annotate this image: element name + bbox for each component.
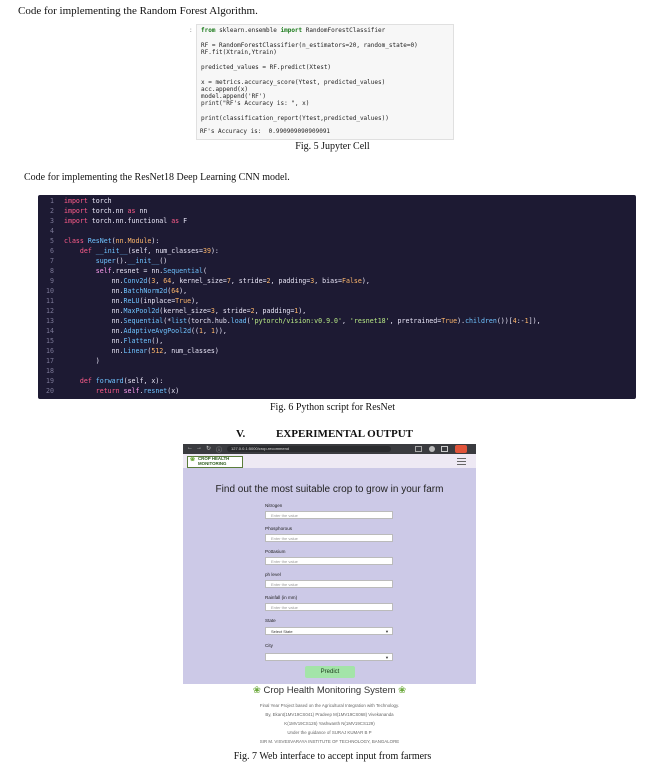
section-number: V. [236, 428, 246, 440]
code-line: print(classification_report(Ytest,predicted_values)) [201, 115, 389, 122]
predict-button[interactable]: Predict [305, 666, 355, 678]
code-row: 6 def __init__(self, num_classes=39): [50, 247, 219, 255]
leaf-icon: ❀ [398, 685, 407, 696]
code-editor [38, 195, 636, 399]
leaf-icon: ❀ [190, 457, 196, 463]
city-label: City [265, 643, 273, 648]
code-row: 2 import torch.nn as nn [50, 207, 148, 215]
code-row: 19 def forward(self, x): [46, 377, 164, 385]
tab-icon[interactable] [441, 446, 448, 452]
jupyter-cell [189, 24, 454, 140]
footer-line: Under the guidance of SURAJ KUMAR B P [287, 730, 372, 735]
code-row: 14 nn.AdaptiveAvgPool2d((1, 1)), [46, 327, 227, 335]
reload-icon[interactable]: ↻ [206, 446, 212, 452]
address-bar[interactable]: 127.0.0.1:5000/crop-recommend [227, 446, 391, 452]
resnet-intro-text: Code for implementing the ResNet18 Deep Learning CNN model. [24, 172, 290, 183]
profile-icon[interactable] [429, 446, 435, 452]
code-row: 20 return self.resnet(x) [46, 387, 180, 395]
code-row: 13 nn.Sequential(*list(torch.hub.load('pytorch/vision:v0.9.0', 'resnet18', pretrained=True).children())[4:-1]), [46, 317, 541, 325]
menu-icon[interactable] [455, 445, 467, 453]
form-title: Find out the most suitable crop to grow in your farm [215, 484, 444, 495]
code-line: from sklearn.ensemble import RandomForestClassifier [201, 27, 386, 34]
footer-line: SIR M. VISVESVARAYA INSTITUTE OF TECHNOLOGY, BANGALORE [259, 739, 400, 744]
ph-level-input[interactable]: Enter the value [265, 580, 393, 588]
extension-icon[interactable] [415, 446, 422, 452]
code-row: 1 import torch [50, 197, 112, 205]
forward-arrow-icon[interactable]: → [196, 445, 202, 451]
web-interface-screenshot [183, 444, 476, 750]
site-logo[interactable]: ❀ CROP HEALTH MONITORING [187, 456, 243, 468]
form-area [183, 468, 476, 684]
cell-prompt: : [189, 27, 193, 34]
state-label: State [265, 618, 276, 623]
back-arrow-icon[interactable]: ← [187, 445, 193, 451]
code-row: 17 ) [46, 357, 100, 365]
rainfall-input[interactable]: Enter the value [265, 603, 393, 611]
nitrogen-label: Nitrogen [265, 503, 283, 508]
state-select[interactable] [265, 627, 393, 635]
fig6-caption: Fig. 6 Python script for ResNet [270, 402, 395, 413]
nitrogen-input[interactable]: Enter the value [265, 511, 393, 519]
phosphorous-input[interactable]: Enter the value [265, 534, 393, 542]
code-row: 10 nn.BatchNorm2d(64), [46, 287, 188, 295]
code-row: 11 nn.ReLU(inplace=True), [46, 297, 200, 305]
cell-output: RF's Accuracy is: 0.990909090909091 [200, 128, 331, 135]
chevron-down-icon: ▼ [385, 629, 389, 634]
potassium-label: Pottasium [265, 549, 286, 554]
fig5-caption: Fig. 5 Jupyter Cell [295, 141, 370, 152]
footer-line: By, Ekant(1MV19CS041) Pradeep M(1MV19CS068) Vivekananda [265, 712, 394, 717]
leaf-icon: ❀ [252, 685, 261, 696]
rf-intro-text: Code for implementing the Random Forest Algorithm. [18, 5, 258, 17]
rainfall-label: Rainfall (in mm) [265, 595, 298, 600]
code-row: 7 super().__init__() [50, 257, 168, 265]
footer-title: ❀ Crop Health Monitoring System ❀ [252, 685, 407, 696]
code-row: 15 nn.Flatten(), [46, 337, 164, 345]
potassium-input[interactable]: Enter the value [265, 557, 393, 565]
phosphorous-label: Phosphorous [265, 526, 293, 531]
code-line: acc.append(x) [201, 86, 248, 93]
hamburger-menu-icon[interactable] [457, 458, 466, 464]
code-row: 9 nn.Conv2d(3, 64, kernel_size=7, stride=2, padding=3, bias=False), [50, 277, 370, 285]
code-row: 3 import torch.nn.functional as F [50, 217, 188, 225]
code-line: model.append('RF') [201, 93, 267, 100]
code-row: 16 nn.Linear(512, num_classes) [46, 347, 219, 355]
footer-line: K(1MV19CS126) Yashwanth N(1MV19CS129) [284, 721, 375, 726]
state-select-value: Select State [271, 629, 293, 634]
code-row: 12 nn.MaxPool2d(kernel_size=3, stride=2, padding=1), [46, 307, 307, 315]
code-line: RF.fit(Xtrain,Ytrain) [201, 49, 277, 56]
info-icon: ⓘ [216, 448, 223, 454]
section-title: EXPERIMENTAL OUTPUT [276, 428, 414, 440]
code-row: 5 class ResNet(nn.Module): [50, 237, 160, 245]
code-line: RF = RandomForestClassifier(n_estimators=20, random_state=0) [201, 42, 418, 49]
chevron-down-icon: ▼ [385, 655, 389, 660]
code-line: print("RF's Accuracy is: ", x) [201, 100, 310, 107]
code-line: predicted_values = RF.predict(Xtest) [201, 64, 332, 71]
code-line: x = metrics.accuracy_score(Ytest, predicted_values) [201, 79, 386, 86]
browser-toolbar [183, 444, 476, 454]
city-select[interactable] [265, 653, 393, 661]
code-row: 18 [46, 367, 54, 375]
fig7-caption: Fig. 7 Web interface to accept input from farmers [233, 751, 432, 762]
code-row: 8 self.resnet = nn.Sequential( [50, 267, 207, 275]
code-row: 4 [50, 227, 54, 235]
footer-line: Final Year Project based on the Agricultural Integration with Technology. [259, 703, 400, 708]
ph-level-label: ph level [265, 572, 281, 577]
